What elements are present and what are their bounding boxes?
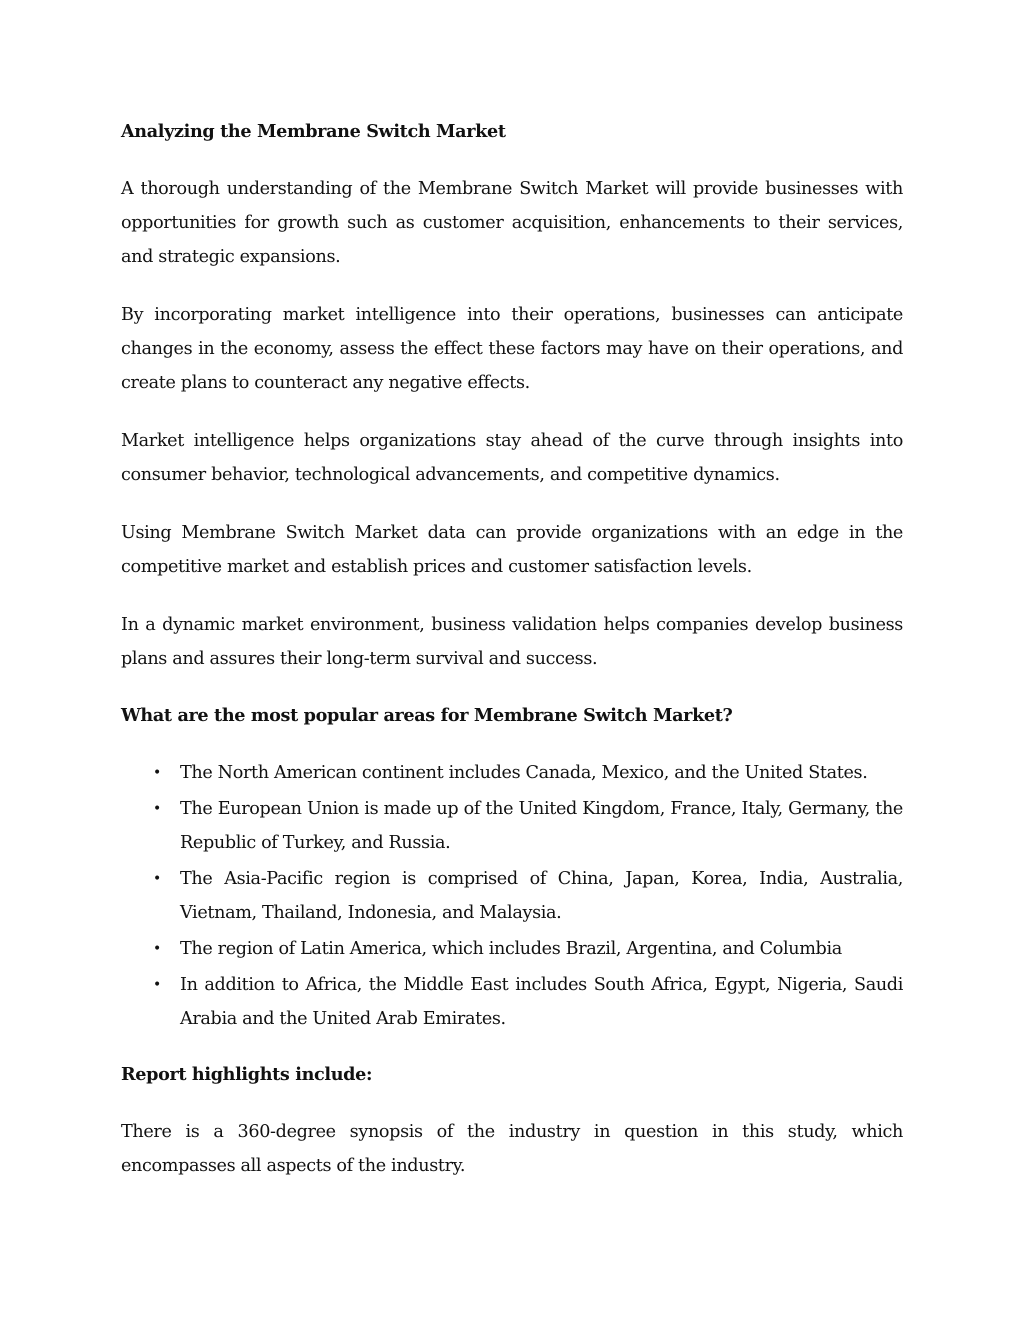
list-item bbox=[121, 792, 903, 860]
bullet-icon: • bbox=[153, 765, 161, 781]
regions-heading: What are the most popular areas for Membrane Switch Market? bbox=[121, 705, 733, 726]
list-item bbox=[121, 756, 903, 790]
list-item-text: The Asia-Pacific region is comprised of China, Japan, Korea, India, Australia, Vietnam, Thailand, Indonesia, and Malaysia. bbox=[180, 869, 903, 923]
bullet-icon: • bbox=[153, 871, 161, 887]
list-item bbox=[121, 968, 903, 1036]
document-title: Analyzing the Membrane Switch Market bbox=[121, 121, 506, 142]
highlights-heading: Report highlights include: bbox=[121, 1064, 373, 1085]
list-item-text: The North American continent includes Canada, Mexico, and the United States. bbox=[180, 763, 868, 783]
paragraph-highlights: There is a 360-degree synopsis of the industry in question in this study, which encompasses all aspects of the industry. bbox=[121, 1122, 903, 1176]
list-item-text: The region of Latin America, which includes Brazil, Argentina, and Columbia bbox=[180, 939, 842, 959]
list-item-text: In addition to Africa, the Middle East includes South Africa, Egypt, Nigeria, Saudi Arabia and the United Arab Emirates. bbox=[180, 975, 903, 1029]
bullet-icon: • bbox=[153, 941, 161, 957]
paragraph-business-validation: In a dynamic market environment, business validation helps companies develop business plans and assures their long-term survival and success. bbox=[121, 615, 903, 669]
paragraph-market-intelligence: By incorporating market intelligence into their operations, businesses can anticipate changes in the economy, assess the effect these factors may have on their operations, and create plans to counteract any negative effects. bbox=[121, 305, 903, 393]
regions-list bbox=[121, 756, 903, 1036]
paragraph-intro: A thorough understanding of the Membrane Switch Market will provide businesses with opportunities for growth such as customer acquisition, enhancements to their services, and strategic expansions. bbox=[121, 179, 903, 267]
paragraph-market-data: Using Membrane Switch Market data can provide organizations with an edge in the competitive market and establish prices and customer satisfaction levels. bbox=[121, 523, 903, 577]
list-item-text: The European Union is made up of the United Kingdom, France, Italy, Germany, the Republic of Turkey, and Russia. bbox=[180, 799, 903, 853]
bullet-icon: • bbox=[153, 977, 161, 993]
list-item bbox=[121, 862, 903, 930]
document-page bbox=[121, 116, 903, 1207]
paragraph-stay-ahead: Market intelligence helps organizations stay ahead of the curve through insights into consumer behavior, technological advancements, and competitive dynamics. bbox=[121, 431, 903, 485]
list-item bbox=[121, 932, 903, 966]
bullet-icon: • bbox=[153, 801, 161, 817]
